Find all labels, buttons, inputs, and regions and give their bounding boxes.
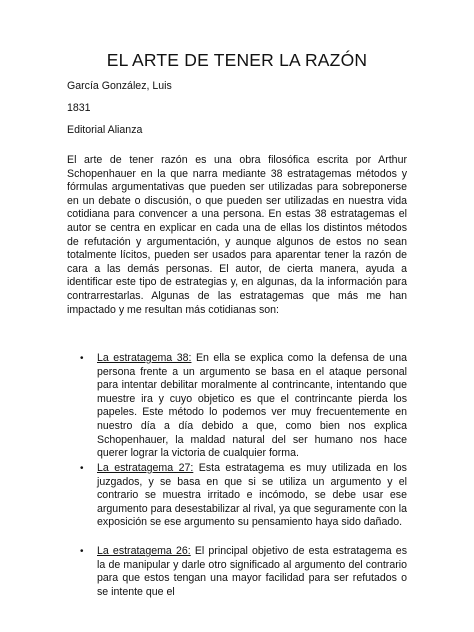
bullet-icon: • (80, 546, 84, 557)
bullet-text: En ella se explica como la defensa de una persona frente a un argumento se basa en el ataque personal para intentar debilitar moralmente al contrincante, intentando que muestre ira y cuyo objetico es que el contrincante pierda los papeles. Este método lo podemos ver muy frecuentemente en nuestro día a día debido a que, como bien nos explica Schopenhauer, la maldad natural del ser humano nos hace querer lograr la victoria de cualquier forma. (97, 352, 407, 460)
document-year: 1831 (67, 102, 91, 114)
bullet-icon: • (80, 463, 84, 474)
intro-paragraph: El arte de tener razón es una obra filosófica escrita por Arthur Schopenhauer en la que narra mediante 38 estratagemas métodos y fórmulas argumentativas que pueden ser utilizadas para sobreponerse en un debate o discusión, o que pueden ser utilizadas en nuestra vida cotidiana para convencer a una persona. En estas 38 estratagemas el autor se centra en explicar en cada una de ellas los distintos métodos de refutación y argumentación, y aunque algunos de estos no sean totalmente lícitos, pueden ser usados para aparentar tener la razón de cara a las demás personas. El autor, de cierta manera, ayuda a identificar este tipo de estrategias y, en algunas, da la información para contrarrestarlas. Algunas de las estratagemas que más me han impactado y me resultan más cotidianas son: (67, 154, 407, 316)
bullet-icon: • (80, 353, 84, 364)
bullet-heading: La estratagema 38: (97, 352, 192, 364)
bullet-item-1 (80, 352, 407, 461)
bullet-text: El principal objetivo de esta estratagema es la de manipular y darle otro significado al argumento del contrario para que estos tengan una mayor facilidad para ser refutados o se intente que el (97, 545, 407, 598)
document-title: EL ARTE DE TENER LA RAZÓN (106, 50, 368, 70)
document-publisher: Editorial Alianza (67, 124, 143, 136)
document-author: García González, Luis (67, 80, 172, 92)
bullet-item-2 (80, 462, 407, 530)
bullet-text: Esta estratagema es muy utilizada en los juzgados, y se basa en que si se utiliza un argumento y el contrario se muestra irritado e incómodo, se debe usar ese argumento para desestabilizar al rival, ya que seguramente con la exposición se ese argumento su pensamiento haya sido dañado. (97, 462, 407, 529)
bullet-heading: La estratagema 27: (97, 462, 194, 474)
bullet-item-3 (80, 545, 407, 599)
bullet-heading: La estratagema 26: (97, 545, 191, 557)
